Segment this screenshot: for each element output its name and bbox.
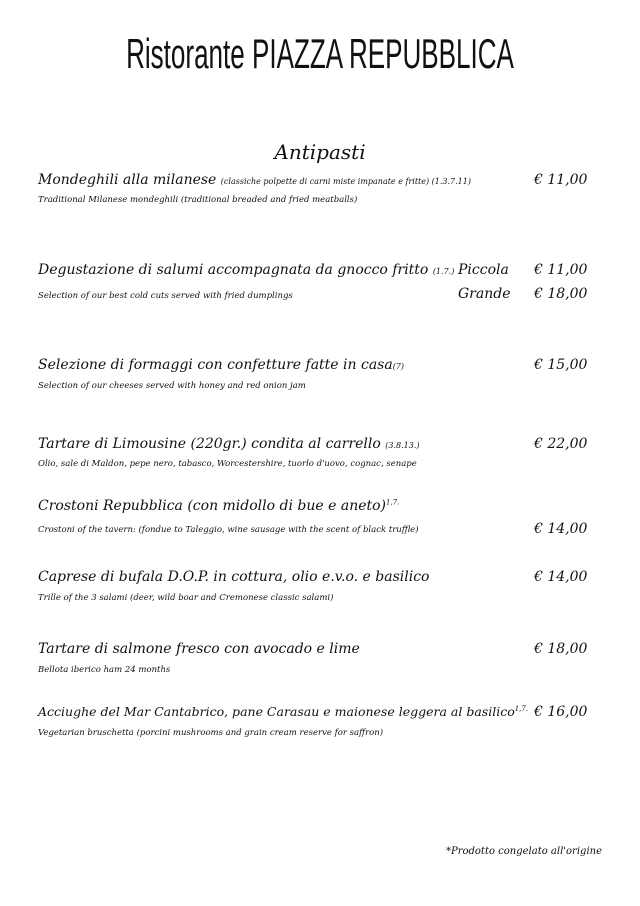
menu-item-name <box>38 498 399 514</box>
size-label-grande: Grande <box>458 286 511 302</box>
menu-item-name <box>38 436 420 452</box>
item-note: (1.7.) <box>432 267 455 276</box>
menu-item-name <box>38 704 528 719</box>
menu-item-name <box>38 357 404 373</box>
section-title: Antipasti <box>274 140 366 164</box>
menu-item-description: Vegetarian bruschetta (porcini mushrooms and grain cream reserve for saffron) <box>38 728 384 738</box>
footnote: *Prodotto congelato all'origine <box>445 846 602 857</box>
menu-item-price: € 11,00 <box>534 172 588 188</box>
menu-item-description: Olio, sale di Maldon, pepe nero, tabasco, Worcestershire, tuorlo d'uovo, cognac, senape <box>38 459 417 469</box>
menu-item-description: Bellota iberico ham 24 months <box>38 665 171 675</box>
menu-item-description: Selection of our best cold cuts served with fried dumplings <box>38 291 293 301</box>
item-name-text: Mondeghili alla milanese <box>38 172 217 188</box>
item-note: (3.8.13.) <box>385 441 420 450</box>
size-price-grande: € 18,00 <box>534 286 588 302</box>
item-name-text: Degustazione di salumi accompagnata da gnocco fritto <box>38 262 429 278</box>
item-name-text: Selezione di formaggi con confetture fatte in casa <box>38 357 393 373</box>
menu-item-description: Selection of our cheeses served with honey and red onion jam <box>38 381 306 391</box>
menu-item-price: € 14,00 <box>534 521 588 537</box>
size-label-piccola: Piccola <box>458 262 509 278</box>
item-name-text: Tartare di salmone fresco con avocado e lime <box>38 641 360 657</box>
allergen-sup: 1,7. <box>386 498 400 507</box>
menu-item-price: € 14,00 <box>534 569 588 585</box>
item-note: (7) <box>392 362 405 371</box>
item-name-text: Acciughe del Mar Cantabrico, pane Carasau e maionese leggera al basilico <box>38 704 515 719</box>
menu-item-price: € 16,00 <box>534 704 588 720</box>
menu-item-name <box>38 262 454 278</box>
item-name-text: Caprese di bufala D.O.P. in cottura, olio e.v.o. e basilico <box>38 569 430 585</box>
menu-item-price: € 15,00 <box>534 357 588 373</box>
allergen-sup: 1,7. <box>514 704 529 713</box>
restaurant-title: Ristorante PIAZZA REPUBBLICA <box>126 30 514 77</box>
item-name-text: Tartare di Limousine (220gr.) condita al carrello <box>38 436 381 452</box>
item-name-text: Crostoni Repubblica (con midollo di bue e aneto) <box>38 498 387 514</box>
item-note: (classiche polpette di carni miste impanate e fritte) (1.3.7.11) <box>220 177 471 186</box>
menu-item-description: Trille of the 3 salami (deer, wild boar and Cremonese classic salami) <box>38 593 334 603</box>
menu-item-name <box>38 641 360 657</box>
size-price-piccola: € 11,00 <box>534 262 588 278</box>
menu-item-price: € 22,00 <box>534 436 588 452</box>
menu-item-name <box>38 569 430 585</box>
menu-item-name <box>38 172 471 188</box>
menu-item-description: Crostoni of the tavern: (fondue to Taleggio, wine sausage with the scent of black truffle) <box>38 525 419 535</box>
menu-item-price: € 18,00 <box>534 641 588 657</box>
menu-item-description: Traditional Milanese mondeghili (traditional breaded and fried meatballs) <box>38 195 358 205</box>
